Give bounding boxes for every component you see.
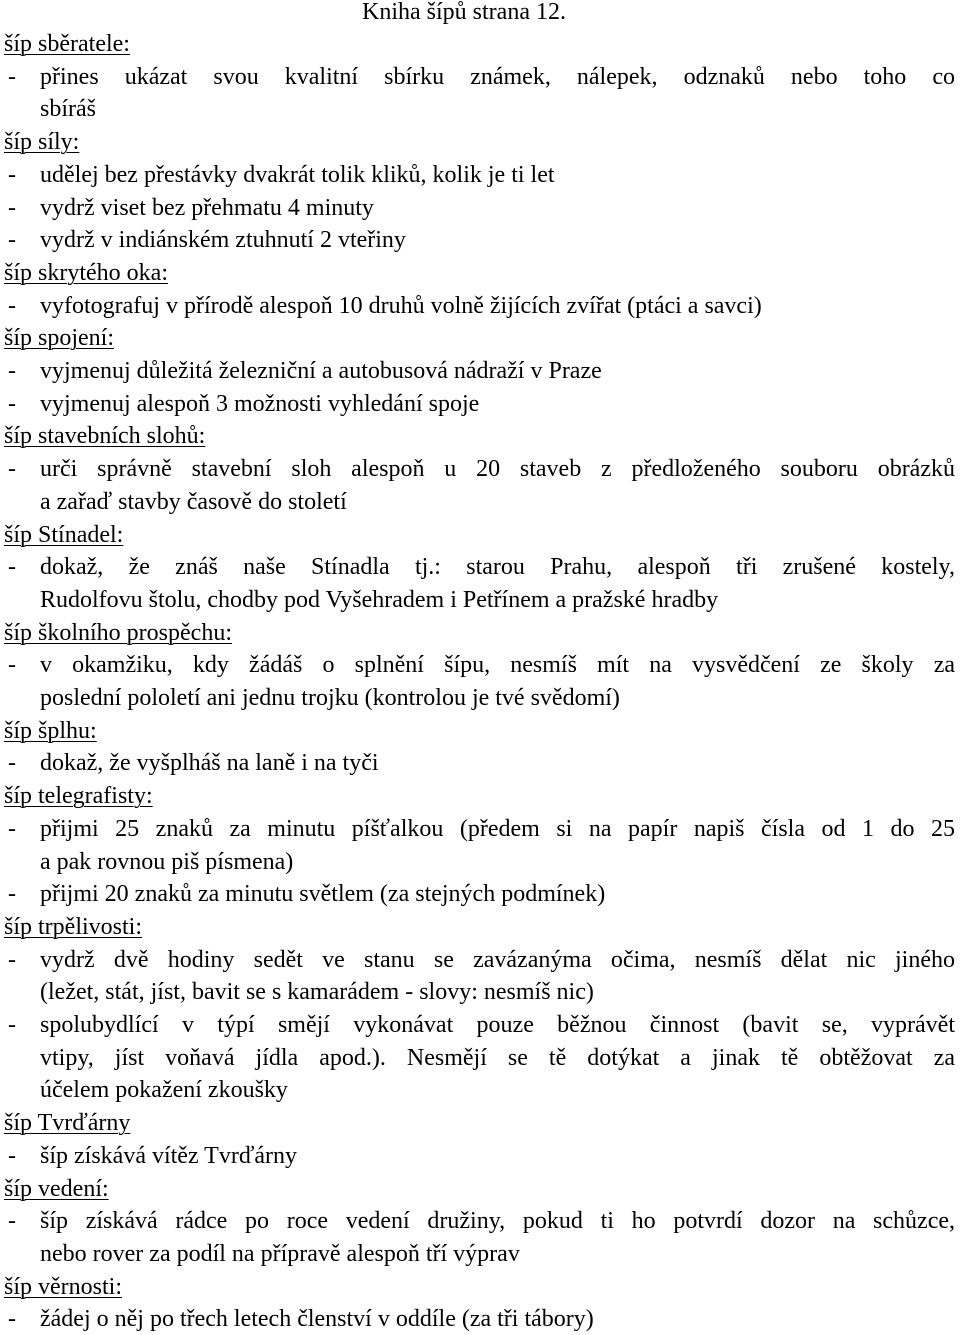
list-item-text: přijmi 25 znaků za minutu píšťalkou (předem si na papír napiš čísla od 1 do 25 [40, 815, 955, 842]
list-item-text: nebo rover za podíl na přípravě alespoň tří výprav [40, 1240, 520, 1267]
list-item-text: a pak rovnou piš písmena) [40, 848, 294, 875]
list-item-text: šíp získává vítěz Tvrďárny [40, 1142, 297, 1169]
bullet-dash: - [8, 194, 16, 221]
bullet-dash: - [8, 881, 16, 908]
bullet-dash: - [8, 456, 16, 483]
list-item-text: přijmi 20 znaků za minutu světlem (za stejných podmínek) [40, 881, 606, 908]
list-item-text: vydrž dvě hodiny sedět ve stanu se zavázanýma očima, nesmíš dělat nic jiného [40, 946, 955, 973]
section-heading: šíp Stínadel: [4, 521, 124, 548]
section-heading: šíp Tvrďárny [4, 1110, 131, 1137]
list-item-text: vyfotografuj v přírodě alespoň 10 druhů volně žijících zvířat (ptáci a savci) [40, 292, 762, 319]
list-item-text: Rudolfovu štolu, chodby pod Vyšehradem i Petřínem a pražské hradby [40, 586, 719, 613]
list-item-text: vydrž v indiánském ztuhnutí 2 vteřiny [40, 227, 406, 254]
list-item-text: v okamžiku, kdy žádáš o splnění šípu, nesmíš mít na vysvědčení ze školy za [40, 652, 955, 679]
bullet-dash: - [8, 1142, 16, 1169]
list-item-text: dokaž, že znáš naše Stínadla tj.: starou Prahu, alespoň tři zrušené kostely, [40, 554, 955, 581]
list-item-text: spolubydlící v týpí smějí vykonávat pouze běžnou činnost (bavit se, vyprávět [40, 1012, 955, 1038]
section-heading: šíp síly: [4, 129, 80, 156]
list-item-text: dokaž, že vyšplháš na laně i na tyči [40, 750, 379, 777]
section-heading: šíp vedení: [4, 1175, 109, 1202]
list-item-text: a zařaď stavby časově do století [40, 488, 347, 515]
bullet-dash: - [8, 1306, 16, 1333]
bullet-dash: - [8, 652, 16, 679]
bullet-dash: - [8, 63, 16, 90]
list-item-text: přines ukázat svou kvalitní sbírku známek, nálepek, odznaků nebo toho co [40, 63, 955, 90]
bullet-dash: - [8, 946, 16, 973]
list-item-text: udělej bez přestávky dvakrát tolik kliků, kolik je ti let [40, 161, 555, 188]
bullet-dash: - [8, 554, 16, 581]
bullet-dash: - [8, 750, 16, 777]
list-item-text: poslední pololetí ani jednu trojku (kontrolou je tvé svědomí) [40, 685, 620, 711]
section-heading: šíp šplhu: [4, 717, 97, 744]
bullet-dash: - [8, 161, 16, 188]
bullet-dash: - [8, 358, 16, 384]
bullet-dash: - [8, 1012, 16, 1038]
list-item-text: vtipy, jíst voňavá jídla apod.). Nesmějí se tě dotýkat a jinak tě obtěžovat za [40, 1044, 955, 1071]
section-heading: šíp spojení: [4, 325, 115, 352]
section-heading: šíp telegrafisty: [4, 783, 153, 810]
section-heading: šíp sběratele: [4, 31, 130, 57]
list-item-text: vyjmenuj důležitá železniční a autobusová nádraží v Praze [40, 358, 602, 384]
list-item-text: šíp získává rádce po roce vedení družiny, pokud ti ho potvrdí dozor na schůzce, [40, 1208, 955, 1235]
bullet-dash: - [8, 390, 16, 417]
list-item-text: urči správně stavební sloh alespoň u 20 staveb z předloženého souboru obrázků [40, 456, 955, 483]
list-item-text: vyjmenuj alespoň 3 možnosti vyhledání spoje [40, 390, 480, 417]
bullet-dash: - [8, 1208, 16, 1235]
section-heading: šíp stavebních slohů: [4, 423, 206, 450]
list-item-text: žádej o něj po třech letech členství v oddíle (za tři tábory) [40, 1306, 594, 1333]
bullet-dash: - [8, 292, 16, 319]
page-title: Kniha šípů strana 12. [362, 0, 566, 25]
list-item-text: sbíráš [40, 96, 96, 123]
list-item-text: účelem pokažení zkoušky [40, 1077, 288, 1104]
list-item-text: vydrž viset bez přehmatu 4 minuty [40, 194, 374, 221]
section-heading: šíp věrnosti: [4, 1273, 122, 1300]
section-heading: šíp trpělivosti: [4, 913, 142, 940]
bullet-dash: - [8, 227, 16, 254]
list-item-text: (ležet, stát, jíst, bavit se s kamarádem - slovy: nesmíš nic) [40, 979, 594, 1006]
bullet-dash: - [8, 815, 16, 842]
section-heading: šíp skrytého oka: [4, 259, 168, 286]
section-heading: šíp školního prospěchu: [4, 619, 232, 646]
